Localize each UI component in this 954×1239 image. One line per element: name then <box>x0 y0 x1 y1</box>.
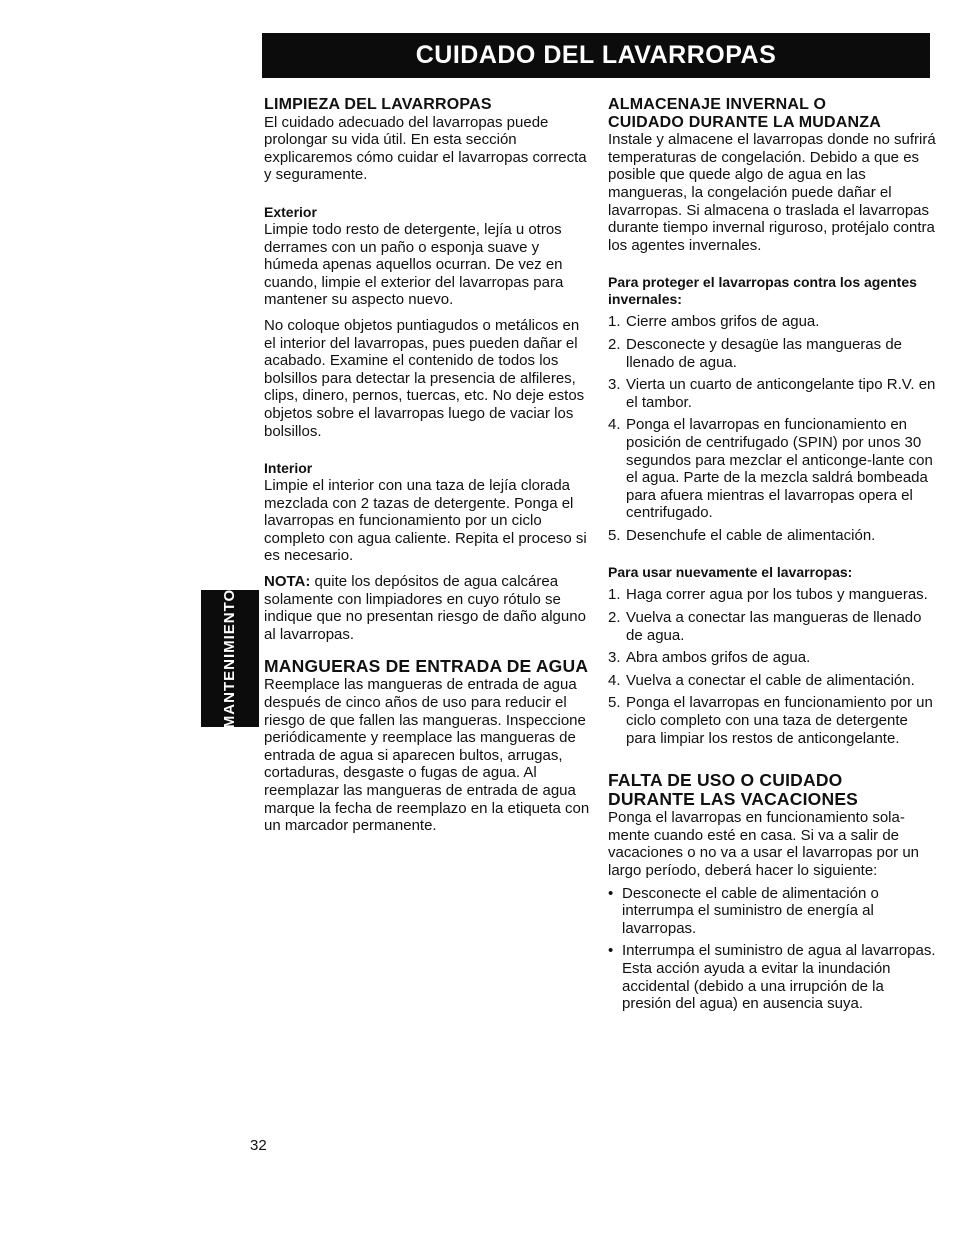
note-label: NOTA: <box>264 573 311 591</box>
side-tab-label: MANTENIMIENTO <box>221 588 239 729</box>
limpieza-heading: LIMPIEZA DEL LAVARROPAS <box>264 96 492 113</box>
list-item: 4. Ponga el lavarropas en funcionamiento en posición de centrifugado (SPIN) por unos 30 segundos para mezclar el anticonge-lante con el agua. Parte de la mezcla saldrá bombeada para afuera mientras el lavarropas opera el centrifugado. <box>608 416 933 522</box>
exterior-paragraph-1: Limpie todo resto de detergente, lejía u otros derrames con un paño o esponja suave y húmeda apenas aquellos ocurran. De vez en cuando, limpie el exterior del lavarropas para mantener su aspecto nuevo. <box>264 220 564 309</box>
bullet-icon: • <box>608 884 614 902</box>
list-item: 2. Desconecte y desagüe las mangueras de llenado de agua. <box>608 335 903 371</box>
proteger-heading: Para proteger el lavarropas contra los agentes invernales: <box>608 274 917 308</box>
falta-uso-paragraph: Ponga el lavarropas en funcionamiento sola-mente cuando esté en casa. Si va a salir de vacaciones o no va a usar el lavarropas por un largo período, deberá hacer lo siguiente: <box>608 809 920 879</box>
list-item: 1. Haga correr agua por los tubos y mangueras. <box>608 586 928 604</box>
list-item: 2. Vuelva a conectar las mangueras de llenado de agua. <box>608 609 922 644</box>
usar-heading: Para usar nuevamente el lavarropas: <box>608 564 853 581</box>
falta-uso-heading-line1: FALTA DE USO O CUIDADO <box>608 770 843 791</box>
page-number: 32 <box>250 1137 267 1154</box>
left-column <box>264 96 594 835</box>
note-paragraph <box>264 573 594 643</box>
list-item: • Desconecte el cable de alimentación o interrumpa el suministro de energía al lavarropas. <box>608 884 879 937</box>
almacenaje-paragraph: Instale y almacene el lavarropas donde no sufrirá temperaturas de congelación. Debido a que es posible que quede algo de agua en las mangueras, la congelación puede dañar el lavarropas. Si almacena o traslada el lavarropas durante tiempo invernal riguroso, protéjalo contra los agentes invernales. <box>608 131 936 254</box>
exterior-paragraph-2: No coloque objetos puntiagudos o metálicos en el interior del lavarropas, pues pueden dañar el acabado. Examine el contenido de todos los bolsillos para detectar la presencia de alfileres, clips, dinero, pernos, tuercas, etc. No deje estos objetos sobre el lavarropas luego de vaciar los bolsillos. <box>264 316 585 440</box>
mangueras-paragraph: Reemplace las mangueras de entrada de agua después de cinco años de uso para reducir el riesgo de que fallen las mangueras. Inspeccione periódicamente y reemplace las mangueras de entrada de agua si aparecen bultos, arrugas, cortaduras, desgaste o fugas de agua. Al reemplazar las mangueras de entrada de agua marque la fecha de reemplazo en la etiqueta con un marcador permanente. <box>264 676 590 835</box>
exterior-heading: Exterior <box>264 203 317 220</box>
almacenaje-heading-line1: ALMACENAJE INVERNAL O <box>608 96 827 113</box>
note-text: quite los depósitos de agua calcárea solamente con limpiadores en cuyo rótulo se indique que no presentan riesgo de daño alguno al lavarropas. <box>264 573 586 643</box>
list-item: 1. Cierre ambos grifos de agua. <box>608 313 820 331</box>
falta-uso-bullets <box>608 885 936 1013</box>
limpieza-intro: El cuidado adecuado del lavarropas puede prolongar su vida útil. En esta sección explicaremos cómo cuidar el lavarropas correcta y seguramente. <box>264 113 587 184</box>
falta-uso-heading-line2: DURANTE LAS VACACIONES <box>608 789 859 810</box>
section-side-tab <box>201 590 259 727</box>
list-item: 5. Desenchufe el cable de alimentación. <box>608 526 876 544</box>
page-title-banner <box>262 33 930 78</box>
list-item: 4. Vuelva a conectar el cable de alimentación. <box>608 671 915 689</box>
list-item: 3. Vierta un cuarto de anticongelante tipo R.V. en el tambor. <box>608 376 936 411</box>
mangueras-heading: MANGUERAS DE ENTRADA DE AGUA <box>264 656 589 677</box>
list-item: 3. Abra ambos grifos de agua. <box>608 649 811 667</box>
usar-steps-list <box>608 586 936 747</box>
right-column <box>608 96 936 1013</box>
list-item: 5. Ponga el lavarropas en funcionamiento por un ciclo completo con una taza de detergente para limpiar los restos de anticongelante. <box>608 694 933 747</box>
page-title: CUIDADO DEL LAVARROPAS <box>415 41 777 69</box>
almacenaje-heading-line2: CUIDADO DURANTE LA MUDANZA <box>608 113 882 131</box>
proteger-steps-list <box>608 313 936 544</box>
interior-heading: Interior <box>264 460 313 477</box>
interior-paragraph: Limpie el interior con una taza de lejía clorada mezclada con 2 tazas de detergente. Ponga el lavarropas en funcionamiento por un ciclo completo con agua caliente. Repita el proceso si es necesario. <box>264 477 587 565</box>
bullet-icon: • <box>608 942 614 960</box>
list-item: • Interrumpa el suministro de agua al lavarropas. Esta acción ayuda a evitar la inundación accidental (debido a una irrupción de la presión del agua) en ausencia suya. <box>608 942 936 1013</box>
